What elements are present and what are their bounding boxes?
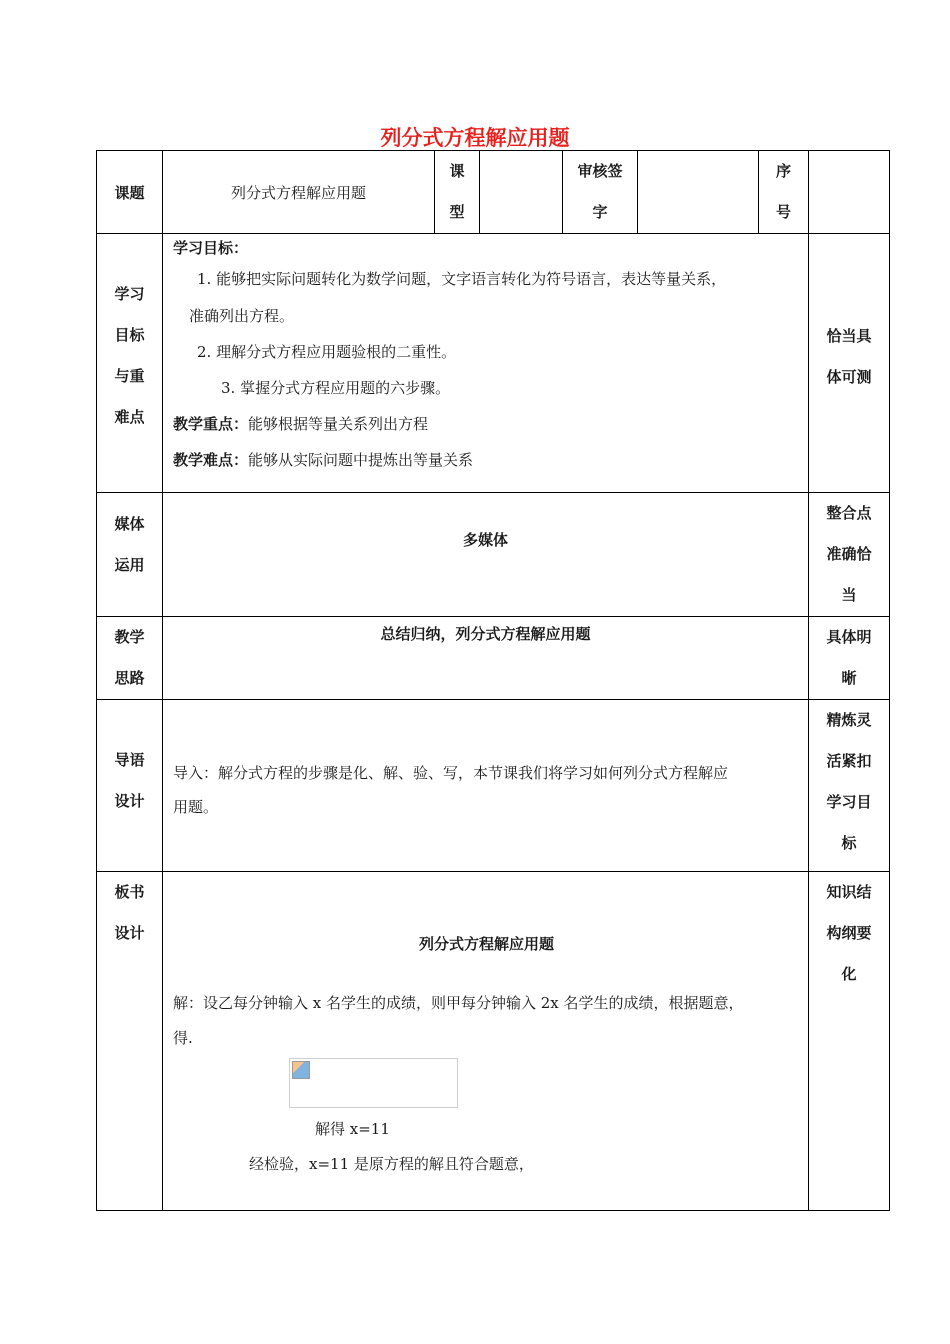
key-point-label: 教学重点：: [173, 415, 249, 433]
board-note-cell: [809, 872, 890, 1211]
key-point-line: [173, 406, 800, 442]
objectives-note-line: 恰当具: [826, 327, 872, 345]
type-label-cell: [435, 151, 480, 234]
intro-note-line: 学习目: [826, 793, 872, 811]
approach-note-cell: [809, 617, 890, 700]
board-content-cell: [163, 872, 809, 1211]
media-content: 多媒体: [462, 531, 508, 549]
media-note-line: 整合点: [826, 504, 872, 522]
objective-item: 3. 掌握分式方程应用题的六步骤。: [221, 379, 451, 397]
topic-value: 列分式方程解应用题: [230, 183, 366, 202]
type-label-line: 课: [449, 162, 465, 180]
difficulty-line: [173, 442, 800, 478]
intro-line: 导入：解分式方程的步骤是化、解、验、写，本节课我们将学习如何列分式方程解应: [173, 764, 729, 782]
objective-item: 准确列出方程。: [189, 307, 295, 325]
objectives-label-line: 难点: [114, 408, 145, 426]
number-label-line: 号: [775, 203, 791, 221]
objectives-content-cell: [163, 234, 809, 493]
objectives-heading: 学习目标：: [173, 239, 249, 257]
approach-label-line: 教学: [114, 628, 145, 646]
topic-label: 课题: [114, 183, 145, 202]
board-label-line: 设计: [114, 924, 145, 942]
board-note-line: 化: [841, 965, 857, 983]
solve-line: 解得 x=11: [315, 1120, 390, 1138]
topic-label-cell: [97, 151, 163, 234]
board-label-cell: [97, 872, 163, 1211]
topic-value-cell: [163, 151, 435, 234]
key-point-text: 能够根据等量关系列出方程: [248, 415, 429, 433]
objectives-note-cell: [809, 234, 890, 493]
intro-note-line: 标: [841, 834, 857, 852]
number-value-cell: [809, 151, 890, 234]
approach-content: 总结归纳，列分式方程解应用题: [380, 625, 591, 643]
review-label-line: 审核签: [577, 162, 623, 180]
objective-item: 2. 理解分式方程应用题验根的二重性。: [197, 343, 457, 361]
difficulty-label: 教学难点：: [173, 451, 249, 469]
number-label-cell: [759, 151, 809, 234]
review-value-cell: [638, 151, 759, 234]
media-note-cell: [809, 493, 890, 617]
board-line: 得.: [173, 1029, 193, 1047]
page-title: 列分式方程解应用题: [380, 126, 570, 150]
board-note-line: 知识结: [826, 883, 872, 901]
review-label-cell: [563, 151, 638, 234]
objectives-note-line: 体可测: [826, 368, 872, 386]
intro-label-line: 设计: [114, 792, 145, 810]
approach-label-line: 思路: [114, 669, 145, 687]
approach-label-cell: [97, 617, 163, 700]
objectives-label-cell: [97, 234, 163, 493]
image-icon: [292, 1061, 310, 1079]
board-line: 解：设乙每分钟输入 x 名学生的成绩，则甲每分钟输入 2x 名学生的成绩，根据题意，: [173, 994, 744, 1012]
approach-note-line: 具体明: [826, 628, 872, 646]
equation-image-placeholder: [289, 1058, 458, 1108]
objective-item: 1. 能够把实际问题转化为数学问题，文字语言转化为符号语言，表达等量关系，: [197, 270, 727, 288]
intro-note-line: 精炼灵: [826, 711, 872, 729]
intro-label-cell: [97, 700, 163, 872]
media-label-line: 媒体: [114, 515, 145, 533]
check-line: 经检验，x=11 是原方程的解且符合题意，: [249, 1155, 534, 1173]
type-value-cell: [480, 151, 563, 234]
objectives-label-line: 学习: [114, 285, 145, 303]
media-note-line: 当: [841, 586, 857, 604]
media-label-line: 运用: [114, 556, 145, 574]
board-heading: 列分式方程解应用题: [418, 935, 554, 953]
approach-content-cell: [163, 617, 809, 700]
board-note-line: 构纲要: [826, 924, 872, 942]
board-label-line: 板书: [114, 883, 145, 901]
media-note-line: 准确恰: [826, 545, 872, 563]
intro-note-line: 活紧扣: [826, 752, 872, 770]
review-label-line: 字: [592, 203, 608, 221]
intro-note-cell: [809, 700, 890, 872]
difficulty-text: 能够从实际问题中提炼出等量关系: [248, 451, 474, 469]
number-label-line: 序: [775, 162, 791, 180]
media-content-cell: [163, 493, 809, 617]
type-label-line: 型: [449, 203, 465, 221]
objectives-label-line: 与重: [114, 367, 145, 385]
approach-note-line: 晰: [841, 669, 857, 687]
objectives-label-line: 目标: [114, 326, 145, 344]
intro-content-cell: [163, 700, 809, 872]
intro-label-line: 导语: [114, 751, 145, 769]
intro-line: 用题。: [173, 798, 219, 816]
lesson-plan-table: [96, 150, 890, 1211]
media-label-cell: [97, 493, 163, 617]
